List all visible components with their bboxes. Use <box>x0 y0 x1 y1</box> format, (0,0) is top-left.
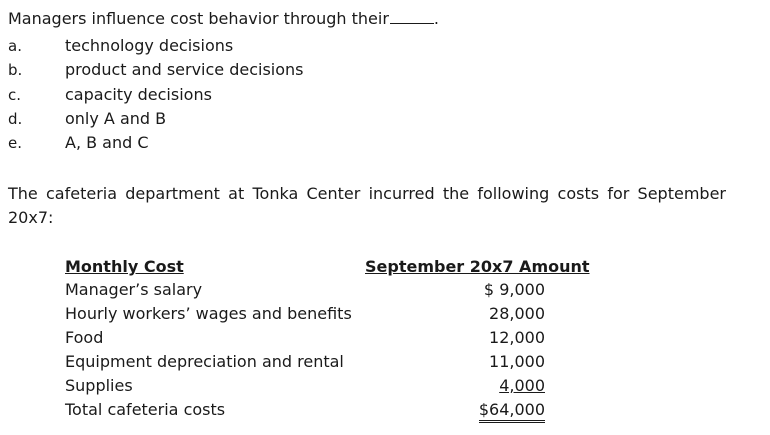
total-amount-value: $64,000 <box>479 400 545 423</box>
question-2-stem: The cafeteria department at Tonka Center incurred the following costs for September 20x7: <box>8 184 726 227</box>
option-letter: e. <box>8 134 22 152</box>
cost-row-amount <box>445 374 545 398</box>
option-text: product and service decisions <box>65 60 304 79</box>
option-text: A, B and C <box>65 133 149 152</box>
cost-row-label: Supplies <box>65 376 133 395</box>
option-letter: c. <box>8 86 22 104</box>
cost-table-header-amount: September 20x7 Amount <box>365 257 590 276</box>
cost-table-header-label: Monthly Cost <box>65 257 184 276</box>
cost-row-label: Hourly workers’ wages and benefits <box>65 304 352 323</box>
supplies-amount-value: 4,000 <box>499 376 545 395</box>
cost-row-label: Manager’s salary <box>65 280 203 299</box>
cost-row-amount: 12,000 <box>489 328 545 347</box>
cost-row-amount: 11,000 <box>489 352 545 371</box>
answer-blank <box>390 9 434 24</box>
option-letter: a. <box>8 37 22 55</box>
option-text: only A and B <box>65 109 167 128</box>
option-letter: d. <box>8 110 23 128</box>
option-letter: b. <box>8 61 23 79</box>
cost-row-label: Equipment depreciation and rental <box>65 352 344 371</box>
question-1-period: . <box>433 9 439 28</box>
option-text: capacity decisions <box>65 85 212 104</box>
cost-total-amount <box>445 398 545 423</box>
cost-row-label: Food <box>65 328 104 347</box>
cost-row-amount: $ 9,000 <box>483 280 545 299</box>
cost-row-amount: 28,000 <box>489 304 545 323</box>
option-text: technology decisions <box>65 36 234 55</box>
question-1-stem <box>8 9 439 29</box>
question-1-text: Managers influence cost behavior through their <box>8 9 389 28</box>
cost-total-label: Total cafeteria costs <box>65 400 226 419</box>
